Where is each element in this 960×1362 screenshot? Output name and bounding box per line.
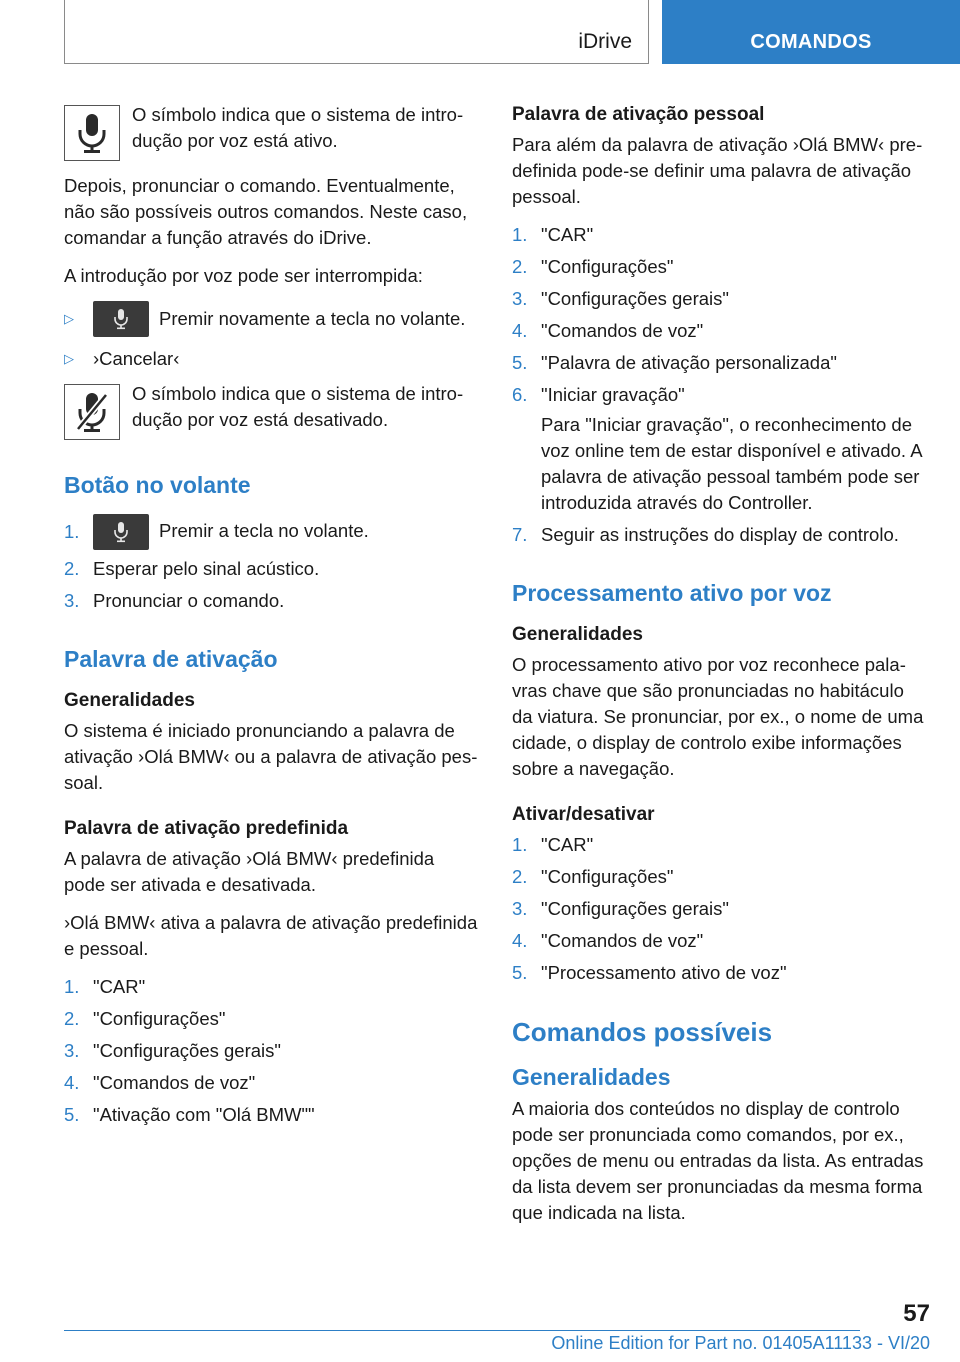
list-item: 4. "Comandos de voz" xyxy=(512,930,704,951)
list-item: 7. Seguir as instruções do display de controlo. xyxy=(512,524,899,545)
list-item: 3. "Configurações gerais" xyxy=(512,288,729,309)
bullet-press-key-text: Premir novamente a tecla no volante. xyxy=(159,308,466,329)
heading-active-processing: Processamento ativo por voz xyxy=(512,580,832,606)
heading-wake-word: Palavra de ativação xyxy=(64,646,278,672)
list-item: 2. "Configurações" xyxy=(64,1008,226,1029)
heading-general: Generalidades xyxy=(64,690,195,711)
heading-personal-wake-word: Palavra de ativação pessoal xyxy=(512,104,765,125)
paragraph-personal: Para além da palavra de ativação ›Olá BMW‹ predefinida pode-se definir uma palavra de ativação pessoal. xyxy=(512,134,923,207)
heading-activate-deactivate: Ativar/desativar xyxy=(512,804,655,825)
voice-active-note xyxy=(64,102,480,161)
paragraph-speak-command: Depois, pronunciar o comando. Eventualmente, não são possíveis outros comandos. Neste caso, comandar a função através do iDrive. xyxy=(64,175,468,248)
heading-predefined-wake-word: Palavra de ativação predefinida xyxy=(64,818,349,839)
list-item: 4. "Comandos de voz" xyxy=(512,320,704,341)
list-item: 3. Pronunciar o comando. xyxy=(64,590,285,611)
paragraph-active-processing: O processamento ativo por voz reconhece palavras chave que são pronunciadas no habitáculo da viatura. Se pronunciar, por ex., o nome de uma cidade, o display de controlo exibe informações sobre a navegação. xyxy=(512,654,924,779)
predefined-steps xyxy=(64,974,480,1128)
step-note: Para "Iniciar gravação", o reconhecimento de voz online tem de estar disponível e ativado. A palavra de ativação pessoal também pode ser introduzida através do Controller. xyxy=(541,414,922,513)
voice-off-text: O símbolo indica que o sistema de introdução por voz está desativado. xyxy=(132,383,464,430)
list-item: 3. "Configurações gerais" xyxy=(64,1040,281,1061)
list-item: 6. "Iniciar gravação" Para "Iniciar gravação", o reconhecimento de voz online tem de estar disponível e ativado. A palavra de ativação pessoal também pode ser introduzida através do Controller. xyxy=(512,382,928,516)
list-item: 2. "Configurações" xyxy=(512,866,674,887)
list-item: 1. "CAR" xyxy=(64,976,146,997)
list-item: 1. "CAR" xyxy=(512,224,594,245)
paragraph-general: O sistema é iniciado pronunciando a palavra de ativação ›Olá BMW‹ ou a palavra de ativação pessoal. xyxy=(64,720,478,793)
heading-possible-commands: Comandos possíveis xyxy=(512,1017,773,1047)
heading-general: Generalidades xyxy=(512,624,643,645)
paragraph-predefined-1: A palavra de ativação ›Olá BMW‹ predefinida pode ser ativada e desativada. xyxy=(64,848,435,895)
paragraph-interrupt: A introdução por voz pode ser interrompida: xyxy=(64,265,423,286)
left-column xyxy=(64,102,480,1140)
voice-off-note xyxy=(64,381,480,440)
bullet-press-key xyxy=(64,301,480,337)
toggle-steps xyxy=(512,832,928,986)
footer-divider xyxy=(64,1330,860,1331)
list-item: 2. "Configurações" xyxy=(512,256,674,277)
list-item: 1. Premir a tecla no volante. xyxy=(64,514,480,550)
steering-wheel-voice-key-icon xyxy=(93,301,149,337)
header-section-title: iDrive xyxy=(578,30,632,53)
list-item: 5. "Palavra de ativação personalizada" xyxy=(512,352,837,373)
microphone-off-icon xyxy=(64,384,120,440)
header-tab xyxy=(64,0,649,64)
page-number: 57 xyxy=(903,1300,930,1327)
paragraph-predefined-2: ›Olá BMW‹ ativa a palavra de ativação predefinida e pessoal. xyxy=(64,912,478,959)
voice-active-text: O símbolo indica que o sistema de introdução por voz está ativo. xyxy=(132,104,464,151)
list-item: 5. "Processamento ativo de voz" xyxy=(512,962,787,983)
list-item: 1. "CAR" xyxy=(512,834,594,855)
bullet-cancel-text: ›Cancelar‹ xyxy=(93,348,180,369)
steering-wheel-voice-key-icon xyxy=(93,514,149,550)
list-item: 5. "Ativação com "Olá BMW"" xyxy=(64,1104,315,1125)
heading-general-commands: Generalidades xyxy=(512,1064,671,1090)
bullet-cancel xyxy=(64,346,480,372)
personal-steps xyxy=(512,222,928,548)
right-column xyxy=(512,102,928,1238)
triangle-bullet-icon: ▷ xyxy=(64,311,74,326)
list-item: 3. "Configurações gerais" xyxy=(512,898,729,919)
footer-edition: Online Edition for Part no. 01405A11133 - VI/20 xyxy=(551,1333,930,1353)
header-chapter-title: COMANDOS xyxy=(662,0,960,64)
heading-steering-button: Botão no volante xyxy=(64,472,251,498)
microphone-icon xyxy=(64,105,120,161)
steering-button-steps xyxy=(64,514,480,614)
triangle-bullet-icon: ▷ xyxy=(64,351,74,366)
list-item: 2. Esperar pelo sinal acústico. xyxy=(64,558,320,579)
list-item: 4. "Comandos de voz" xyxy=(64,1072,256,1093)
paragraph-commands: A maioria dos conteúdos no display de controlo pode ser pronunciada como comandos, por ex., opções de menu ou entradas da lista. As entradas da lista devem ser pronunciadas da mesma forma que indicada na lista. xyxy=(512,1098,924,1223)
